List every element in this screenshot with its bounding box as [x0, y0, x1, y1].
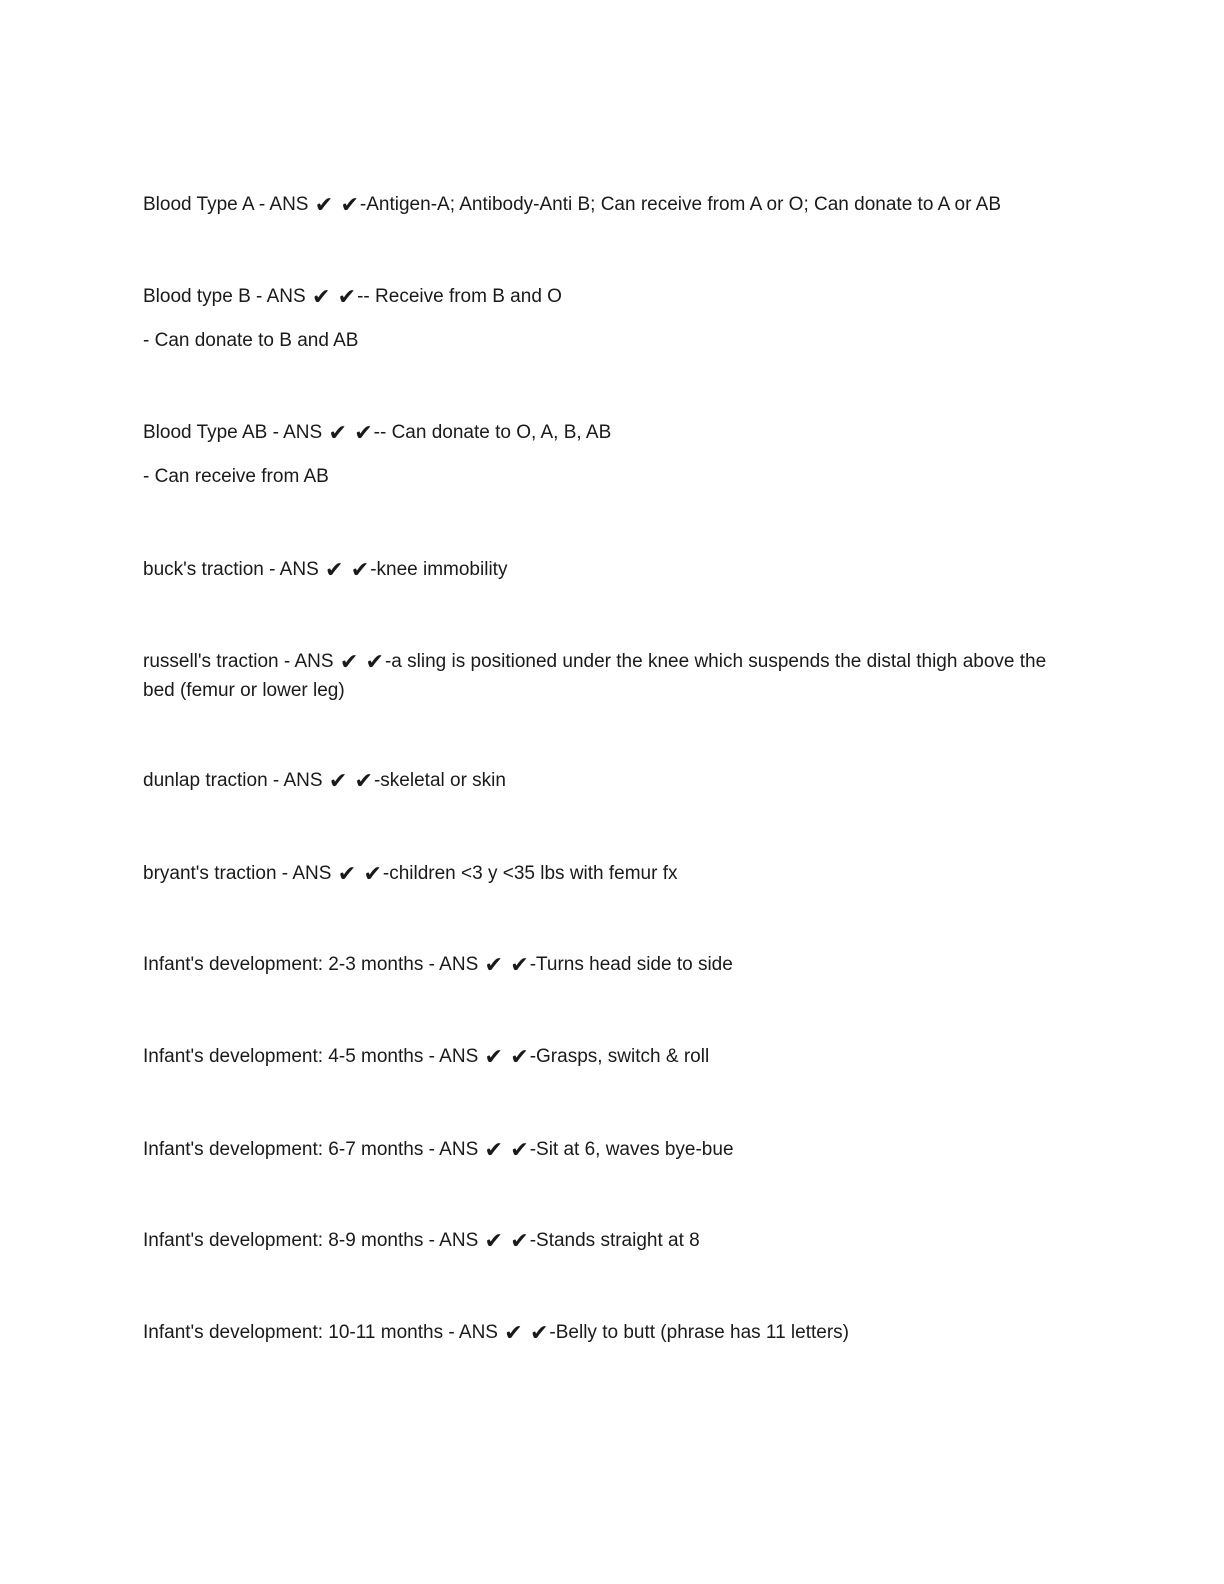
entry-infant-2-3-months: [143, 950, 733, 979]
check-icon: ✔: [350, 558, 370, 583]
entry-russells-traction: [143, 647, 1068, 705]
entry-infant-10-11-months: [143, 1318, 849, 1347]
check-icon: ✔: [504, 1321, 523, 1346]
entry-infant-8-9-months: [143, 1226, 700, 1255]
check-icon: ✔: [363, 862, 382, 887]
entry-answer: -- Can donate to O, A, B, AB: [373, 422, 612, 443]
entry-extra: - Can donate to B and AB: [143, 330, 359, 351]
entry-infant-6-7-months: [143, 1135, 734, 1164]
entry-blood-type-ab: [143, 418, 611, 491]
check-icon: ✔: [337, 285, 357, 310]
check-icon: ✔: [354, 769, 373, 794]
entry-term: bryant's traction - ANS: [143, 863, 332, 884]
check-icon: ✔: [311, 285, 331, 310]
entry-term: Blood Type A - ANS: [143, 194, 309, 215]
check-icon: ✔: [365, 650, 384, 675]
check-icon: ✔: [510, 1045, 529, 1070]
entry-answer: -- Receive from B and O: [357, 286, 562, 307]
entry-answer: -Antigen-A; Antibody-Anti B; Can receive from A or O; Can donate to A or AB: [359, 194, 1001, 215]
entry-term: Infant's development: 8-9 months - ANS: [143, 1230, 479, 1251]
check-icon: ✔: [484, 953, 503, 978]
check-icon: ✔: [340, 193, 359, 218]
entry-term: russell's traction - ANS: [143, 651, 334, 672]
entry-answer: -Grasps, switch & roll: [529, 1046, 710, 1067]
check-icon: ✔: [484, 1045, 503, 1070]
entry-term: buck's traction - ANS: [143, 559, 319, 580]
entry-answer: -Belly to butt (phrase has 11 letters): [549, 1322, 849, 1343]
entry-infant-4-5-months: [143, 1042, 709, 1071]
check-icon: ✔: [354, 421, 373, 446]
entry-answer: -children <3 y <35 lbs with femur fx: [382, 863, 678, 884]
entry-term: Blood type B - ANS: [143, 286, 306, 307]
check-icon: ✔: [510, 1138, 529, 1163]
check-icon: ✔: [510, 953, 529, 978]
check-icon: ✔: [328, 769, 348, 794]
entry-answer: -skeletal or skin: [373, 770, 506, 791]
entry-term: Infant's development: 6-7 months - ANS: [143, 1139, 479, 1160]
check-icon: ✔: [337, 862, 357, 887]
entry-blood-type-a: [143, 190, 1001, 219]
check-icon: ✔: [328, 421, 347, 446]
entry-term: Infant's development: 10-11 months - ANS: [143, 1322, 498, 1343]
entry-term: Blood Type AB - ANS: [143, 422, 323, 443]
entry-answer: -a sling is positioned under the knee which suspends the distal thigh above the bed (femur or lower leg): [143, 651, 1052, 701]
entry-answer: -Sit at 6, waves bye-bue: [529, 1139, 734, 1160]
entry-extra: - Can receive from AB: [143, 466, 329, 487]
check-icon: ✔: [325, 558, 344, 583]
check-icon: ✔: [484, 1138, 503, 1163]
check-icon: ✔: [314, 193, 334, 218]
entry-term: Infant's development: 4-5 months - ANS: [143, 1046, 479, 1067]
check-icon: ✔: [529, 1321, 549, 1346]
check-icon: ✔: [510, 1229, 529, 1254]
entry-bucks-traction: [143, 555, 507, 584]
entry-blood-type-b: [143, 282, 562, 355]
entry-term: dunlap traction - ANS: [143, 770, 323, 791]
entry-term: Infant's development: 2-3 months - ANS: [143, 954, 479, 975]
entry-bryants-traction: [143, 859, 678, 888]
entry-dunlap-traction: [143, 766, 506, 795]
check-icon: ✔: [484, 1229, 503, 1254]
entry-answer: -Stands straight at 8: [529, 1230, 700, 1251]
check-icon: ✔: [339, 650, 359, 675]
entry-answer: -Turns head side to side: [529, 954, 733, 975]
entry-answer: -knee immobility: [370, 559, 508, 580]
